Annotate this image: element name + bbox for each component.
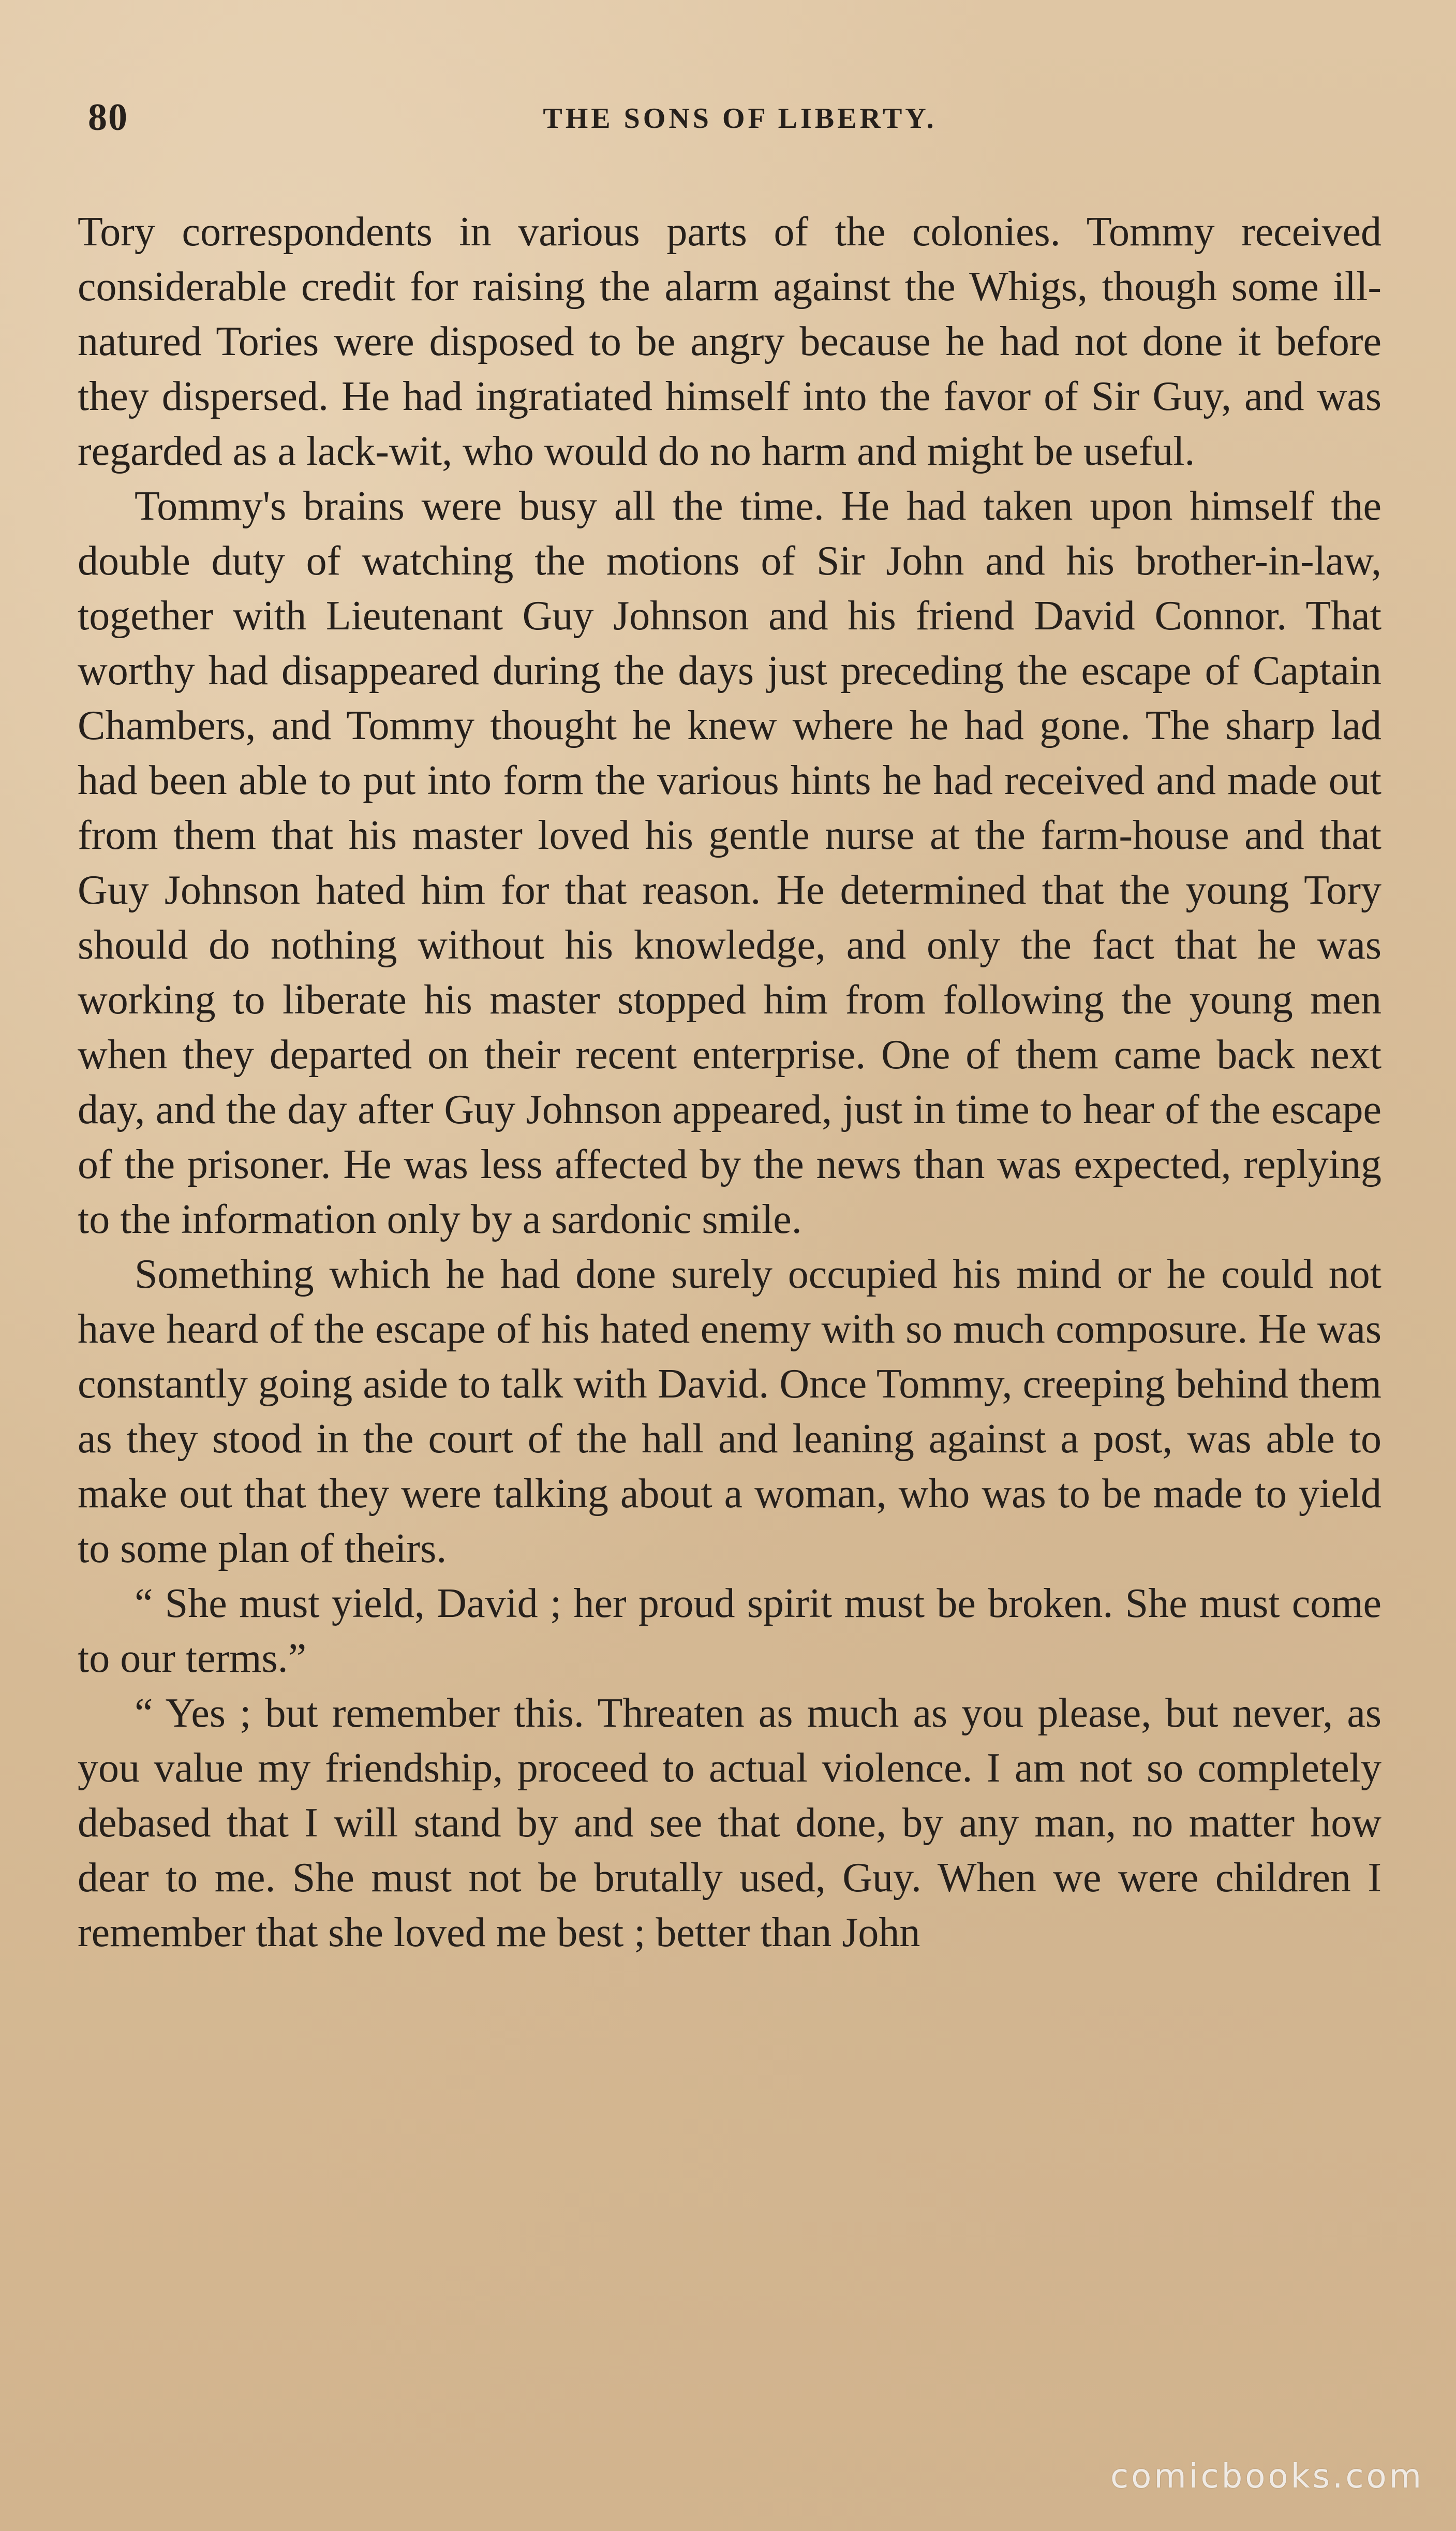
page-header: [88, 96, 1392, 158]
dialogue-paragraph: “ Yes ; but remember this. Threaten as much as you please, but never, as you value my friendship, proceed to actual violence. I am not so completely debased that I will stand by and see that done, by any man, no matter how dear to me. She must not be brutally used, Guy. When we were children I remember that she loved me best ; better than John: [78, 1690, 1381, 1955]
page-number: 80: [88, 96, 128, 139]
body-text: [78, 204, 1381, 1960]
paragraph: Tommy's brains were busy all the time. He had taken upon himself the double duty of watching the motions of Sir John and his brother-in-law, together with Lieutenant Guy Johnson and his friend David Connor. That worthy had disappeared during the days just preceding the escape of Captain Chambers, and Tommy thought he knew where he had gone. The sharp lad had been able to put into form the various hints he had received and made out from them that his master loved his gentle nurse at the farm-house and that Guy Johnson hated him for that reason. He determined that the young Tory should do nothing without his knowledge, and only the fact that he was working to liberate his master stopped him from following the young men when they departed on their recent enterprise. One of them came back next day, and the day after Guy Johnson appeared, just in time to hear of the escape of the prisoner. He was less affected by the news than was expected, replying to the information only by a sardonic smile.: [78, 483, 1381, 1242]
paragraph: Something which he had done surely occupied his mind or he could not have heard of the escape of his hated enemy with so much composure. He was constantly going aside to talk with David. Once Tommy, creeping behind them as they stood in the court of the hall and leaning against a post, was able to make out that they were talking about a woman, who was to be made to yield to some plan of theirs.: [78, 1252, 1381, 1571]
dialogue-paragraph: “ She must yield, David ; her proud spirit must be broken. She must come to our terms.”: [78, 1581, 1381, 1681]
watermark: comicbooks.com: [1110, 2458, 1424, 2496]
paragraph: Tory correspondents in various parts of the colonies. Tommy received considerable credit for raising the alarm against the Whigs, though some ill-natured Tories were disposed to be angry because he had not done it before they dispersed. He had ingratiated himself into the favor of Sir Guy, and was regarded as a lack-wit, who would do no harm and might be useful.: [78, 209, 1381, 474]
running-head-title: THE SONS OF LIBERTY.: [543, 102, 937, 135]
